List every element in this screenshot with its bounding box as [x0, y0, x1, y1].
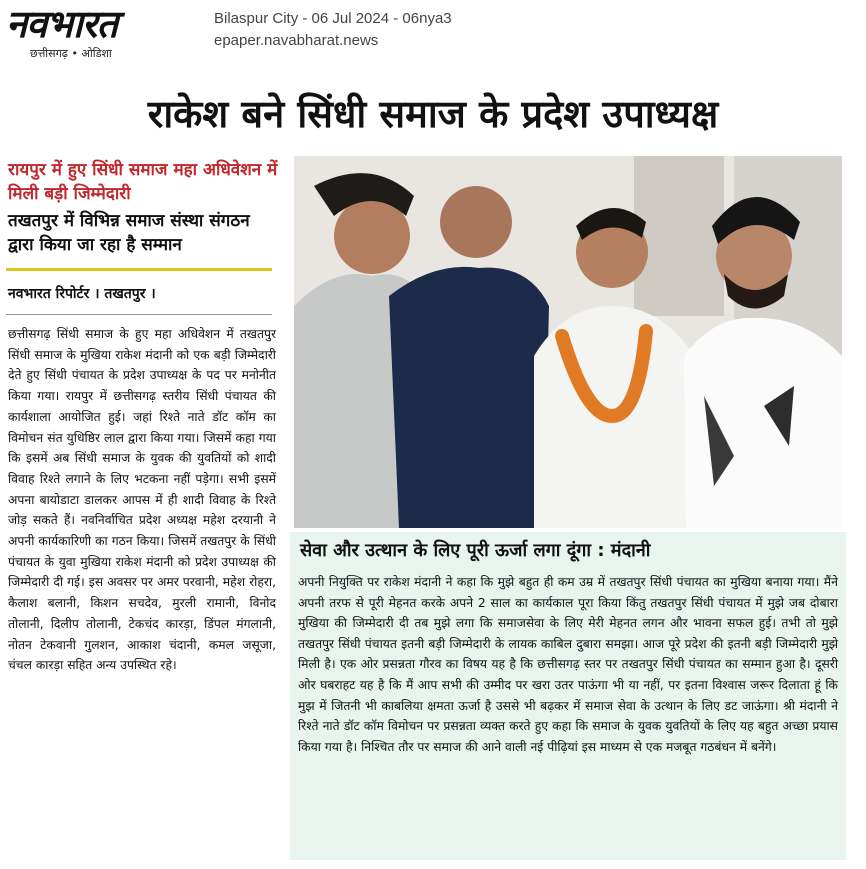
divider: [6, 314, 272, 315]
subheading-red: रायपुर में हुए सिंधी समाज महा अधिवेशन में मिली बड़ी जिम्मेदारी: [8, 160, 278, 204]
subheading-black: तखतपुर में विभिन्न समाज संस्था संगठन द्वारा किया जा रहा है सम्मान: [8, 211, 250, 255]
group-photo: [294, 156, 842, 528]
article-body-left: छत्तीसगढ़ सिंधी समाज के हुए महा अधिवेशन में तखतपुर सिंधी समाज के मुखिया राकेश मंदानी को एक बड़ी जिम्मेदारी देते हुए सिंधी पंचायत के प्रदेश उपाध्यक्ष के पद पर मनोनीत किया गया। रायपुर में छत्तीसगढ़ स्तरीय सिंधी पंचायत की कार्यशाला आयोजित हुई। जहां रिश्ते नाते डॉट कॉम का विमोचन संत युधिष्ठिर लाल द्वारा किया गया। जिसमें कहा गया कि इसमें अब सिंधी समाज के युवक की युवतियों को शादी विवाह रिश्ते लगाने के लिए भटकना नहीं पड़ेगा। सभी इसमें अपना बायोडाटा डालकर आपस में ही शादी विवाह के रिश्ते जोड़ सकते हैं। नवनिर्वाचित प्रदेश अध्यक्ष महेश दरयानी ने अपनी कार्यकारिणी का गठन किया। जिसमें तखतपुर के सिंधी पंचायत के युवा मुखिया राकेश मंदानी को प्रदेश उपाध्यक्ष की जिम्मेदारी दी गई। इस अवसर पर अमर परवानी, महेश रोहरा, कैलाश बलानी, किशन सचदेव, मुरली रामानी, विनोद तोलानी, दिलीप तोलानी, टेकचंद कारड़ा, डिंपल मंगलानी, नोतन टेकवानी गुलशन, आकाश चंदानी, कमल जसूजा, चंचल कारड़ा सहित अन्य उपस्थित रहे।: [8, 327, 276, 673]
divider: [6, 268, 272, 271]
masthead-logo: [0, 0, 200, 62]
byline: नवभारत रिपोर्टर । तखतपुर ।: [8, 286, 156, 302]
logo-text: नवभारत: [6, 2, 117, 46]
source-url[interactable]: epaper.navabharat.news: [214, 32, 379, 49]
quote-heading: सेवा और उत्थान के लिए पूरी ऊर्जा लगा दूंगा : मंदानी: [300, 540, 651, 561]
logo-subtitle: छत्तीसगढ़ • ओडिशा: [30, 47, 112, 60]
edition-line: Bilaspur City - 06 Jul 2024 - 06nya3: [214, 10, 452, 27]
page-title: राकेश बने सिंधी समाज के प्रदेश उपाध्यक्ष: [147, 92, 719, 136]
article-body-right: अपनी नियुक्ति पर राकेश मंदानी ने कहा कि मुझे बहुत ही कम उम्र में तखतपुर सिंधी पंचायत का मुखिया बनाया गया। मैंने अपनी तरफ से पूरी मेहनत करके अपने 2 साल का कार्यकाल पूरा किया किंतु तखतपुर सिंधी पंचायत में मुझे जब दोबारा मुखिया की जिम्मेदारी दी तब मुझे लगा कि समाजसेवा के लिए मेरी मेहनत लगन और भावना सफल हुई। तभी तो मुझे तखतपुर सिंधी पंचायत इतनी बड़ी जिम्मेदारी के लायक काबिल दुबारा समझा। आज पूरे प्रदेश की इतनी बड़ी जिम्मेदारी मुझे मिली है। एक ओर प्रसन्नता गौरव का विषय यह है कि छत्तीसगढ़ स्तर पर तखतपुर सिंधी पंचायत का सम्मान हुआ है। दूसरी ओर घबराहट यह है कि मैं आप सभी की उम्मीद पर खरा उतर पाऊंगा भी या नहीं, पर इतना विश्वास जरूर दिलाता हूं कि मुझ में जितनी भी काबलिया क्षमता ऊर्जा है उससे भी बढ़कर में समाज सेवा के उत्थान के लिए डट जाऊंगा। श्री मंदानी ने रिश्ते नाते डॉट कॉम विमोचन पर प्रसन्नता व्यक्त करते हुए कहा कि समाज के युवक युवतियों के लिए यह बहुत अच्छा प्रयास किया गया है। निश्चित तौर पर समाज की आने वाली नई पीढ़ियां इस माध्यम से एक मजबूत गठबंधन में बनेंगे।: [298, 575, 838, 754]
